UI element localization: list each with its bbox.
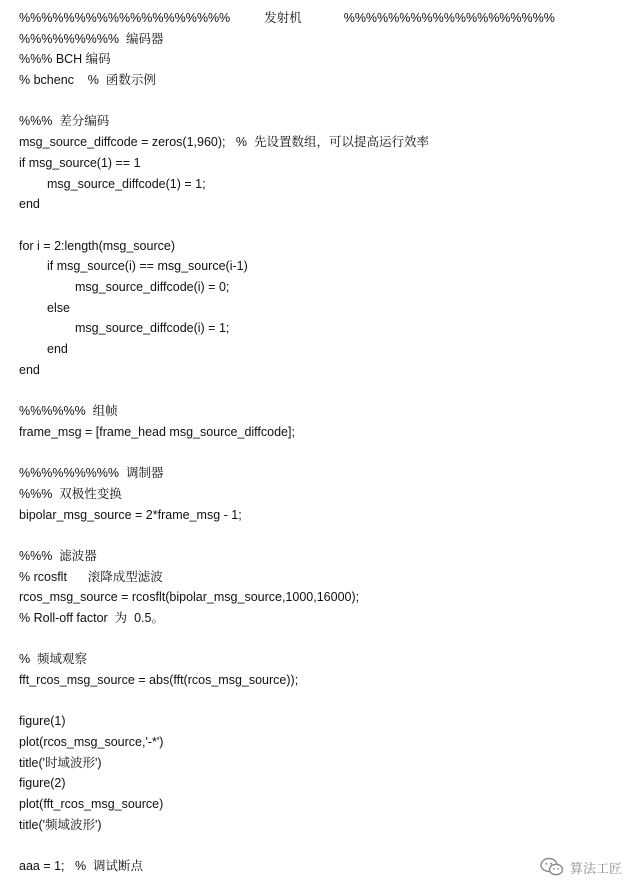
code-line: end <box>47 342 68 356</box>
code-line: %%% BCH 编码 <box>19 52 111 67</box>
code-line: msg_source_diffcode(1) = 1; <box>47 176 206 191</box>
blank-line <box>19 691 629 712</box>
code-line: if msg_source(1) == 1 <box>19 155 141 170</box>
wechat-icon <box>540 857 564 877</box>
code-line: bipolar_msg_source = 2*frame_msg - 1; <box>19 507 242 522</box>
code-line: % bchenc % 函数示例 <box>19 73 156 88</box>
header-title: 发射机 <box>264 11 302 25</box>
code-line: %%% 双极性变换 <box>19 486 122 501</box>
code-line: fft_rcos_msg_source = abs(fft(rcos_msg_source)); <box>19 673 299 687</box>
watermark-text: 算法工匠 <box>569 860 622 876</box>
code-line: title('频域波形') <box>19 817 102 832</box>
blank-line <box>19 380 629 401</box>
code-line: % rcosflt 滚降成型滤波 <box>19 569 163 584</box>
code-line: frame_msg = [frame_head msg_source_diffcode]; <box>19 424 295 439</box>
code-line: plot(fft_rcos_msg_source) <box>19 797 164 812</box>
code-line: %%%%%% 组帧 <box>19 404 118 419</box>
code-line: else <box>47 300 70 315</box>
blank-line <box>19 629 629 650</box>
code-line: % Roll-off factor 为 0.5。 <box>19 610 164 625</box>
code-line <box>19 8 629 29</box>
code-line: figure(1) <box>19 714 66 729</box>
blank-line <box>19 442 629 463</box>
code-listing <box>19 8 629 877</box>
code-line: %%% 滤波器 <box>19 548 97 563</box>
header-left-percents: %%%%%%%%%%%%%%%%%%% <box>19 11 231 25</box>
code-line: for i = 2:length(msg_source) <box>19 238 175 253</box>
code-line: if msg_source(i) == msg_source(i-1) <box>47 259 248 274</box>
blank-line <box>19 525 629 546</box>
blank-line <box>19 215 629 236</box>
code-line: %%%%%%%%% 编码器 <box>19 31 164 46</box>
code-line: msg_source_diffcode(i) = 0; <box>75 279 230 294</box>
code-line: end <box>19 362 40 377</box>
code-line: %%% 差分编码 <box>19 114 110 129</box>
code-line: rcos_msg_source = rcosflt(bipolar_msg_source,1000,16000); <box>19 590 360 605</box>
blank-line <box>19 836 629 857</box>
code-line: %%%%%%%%% 调制器 <box>19 466 164 481</box>
code-line: end <box>19 197 40 212</box>
header-right-percents: %%%%%%%%%%%%%%%%%%% <box>343 11 555 25</box>
code-line: title('时域波形') <box>19 755 102 770</box>
code-line: msg_source_diffcode = zeros(1,960); % 先设置数组，可以提高运行效率 <box>19 135 429 150</box>
code-line: plot(rcos_msg_source,'-*') <box>19 735 164 750</box>
code-line: % 频域观察 <box>19 652 88 667</box>
blank-line <box>19 91 629 112</box>
code-line: figure(2) <box>19 776 66 791</box>
code-line: aaa = 1; % 调试断点 <box>19 859 144 874</box>
watermark <box>540 857 622 877</box>
code-line: msg_source_diffcode(i) = 1; <box>75 321 230 336</box>
